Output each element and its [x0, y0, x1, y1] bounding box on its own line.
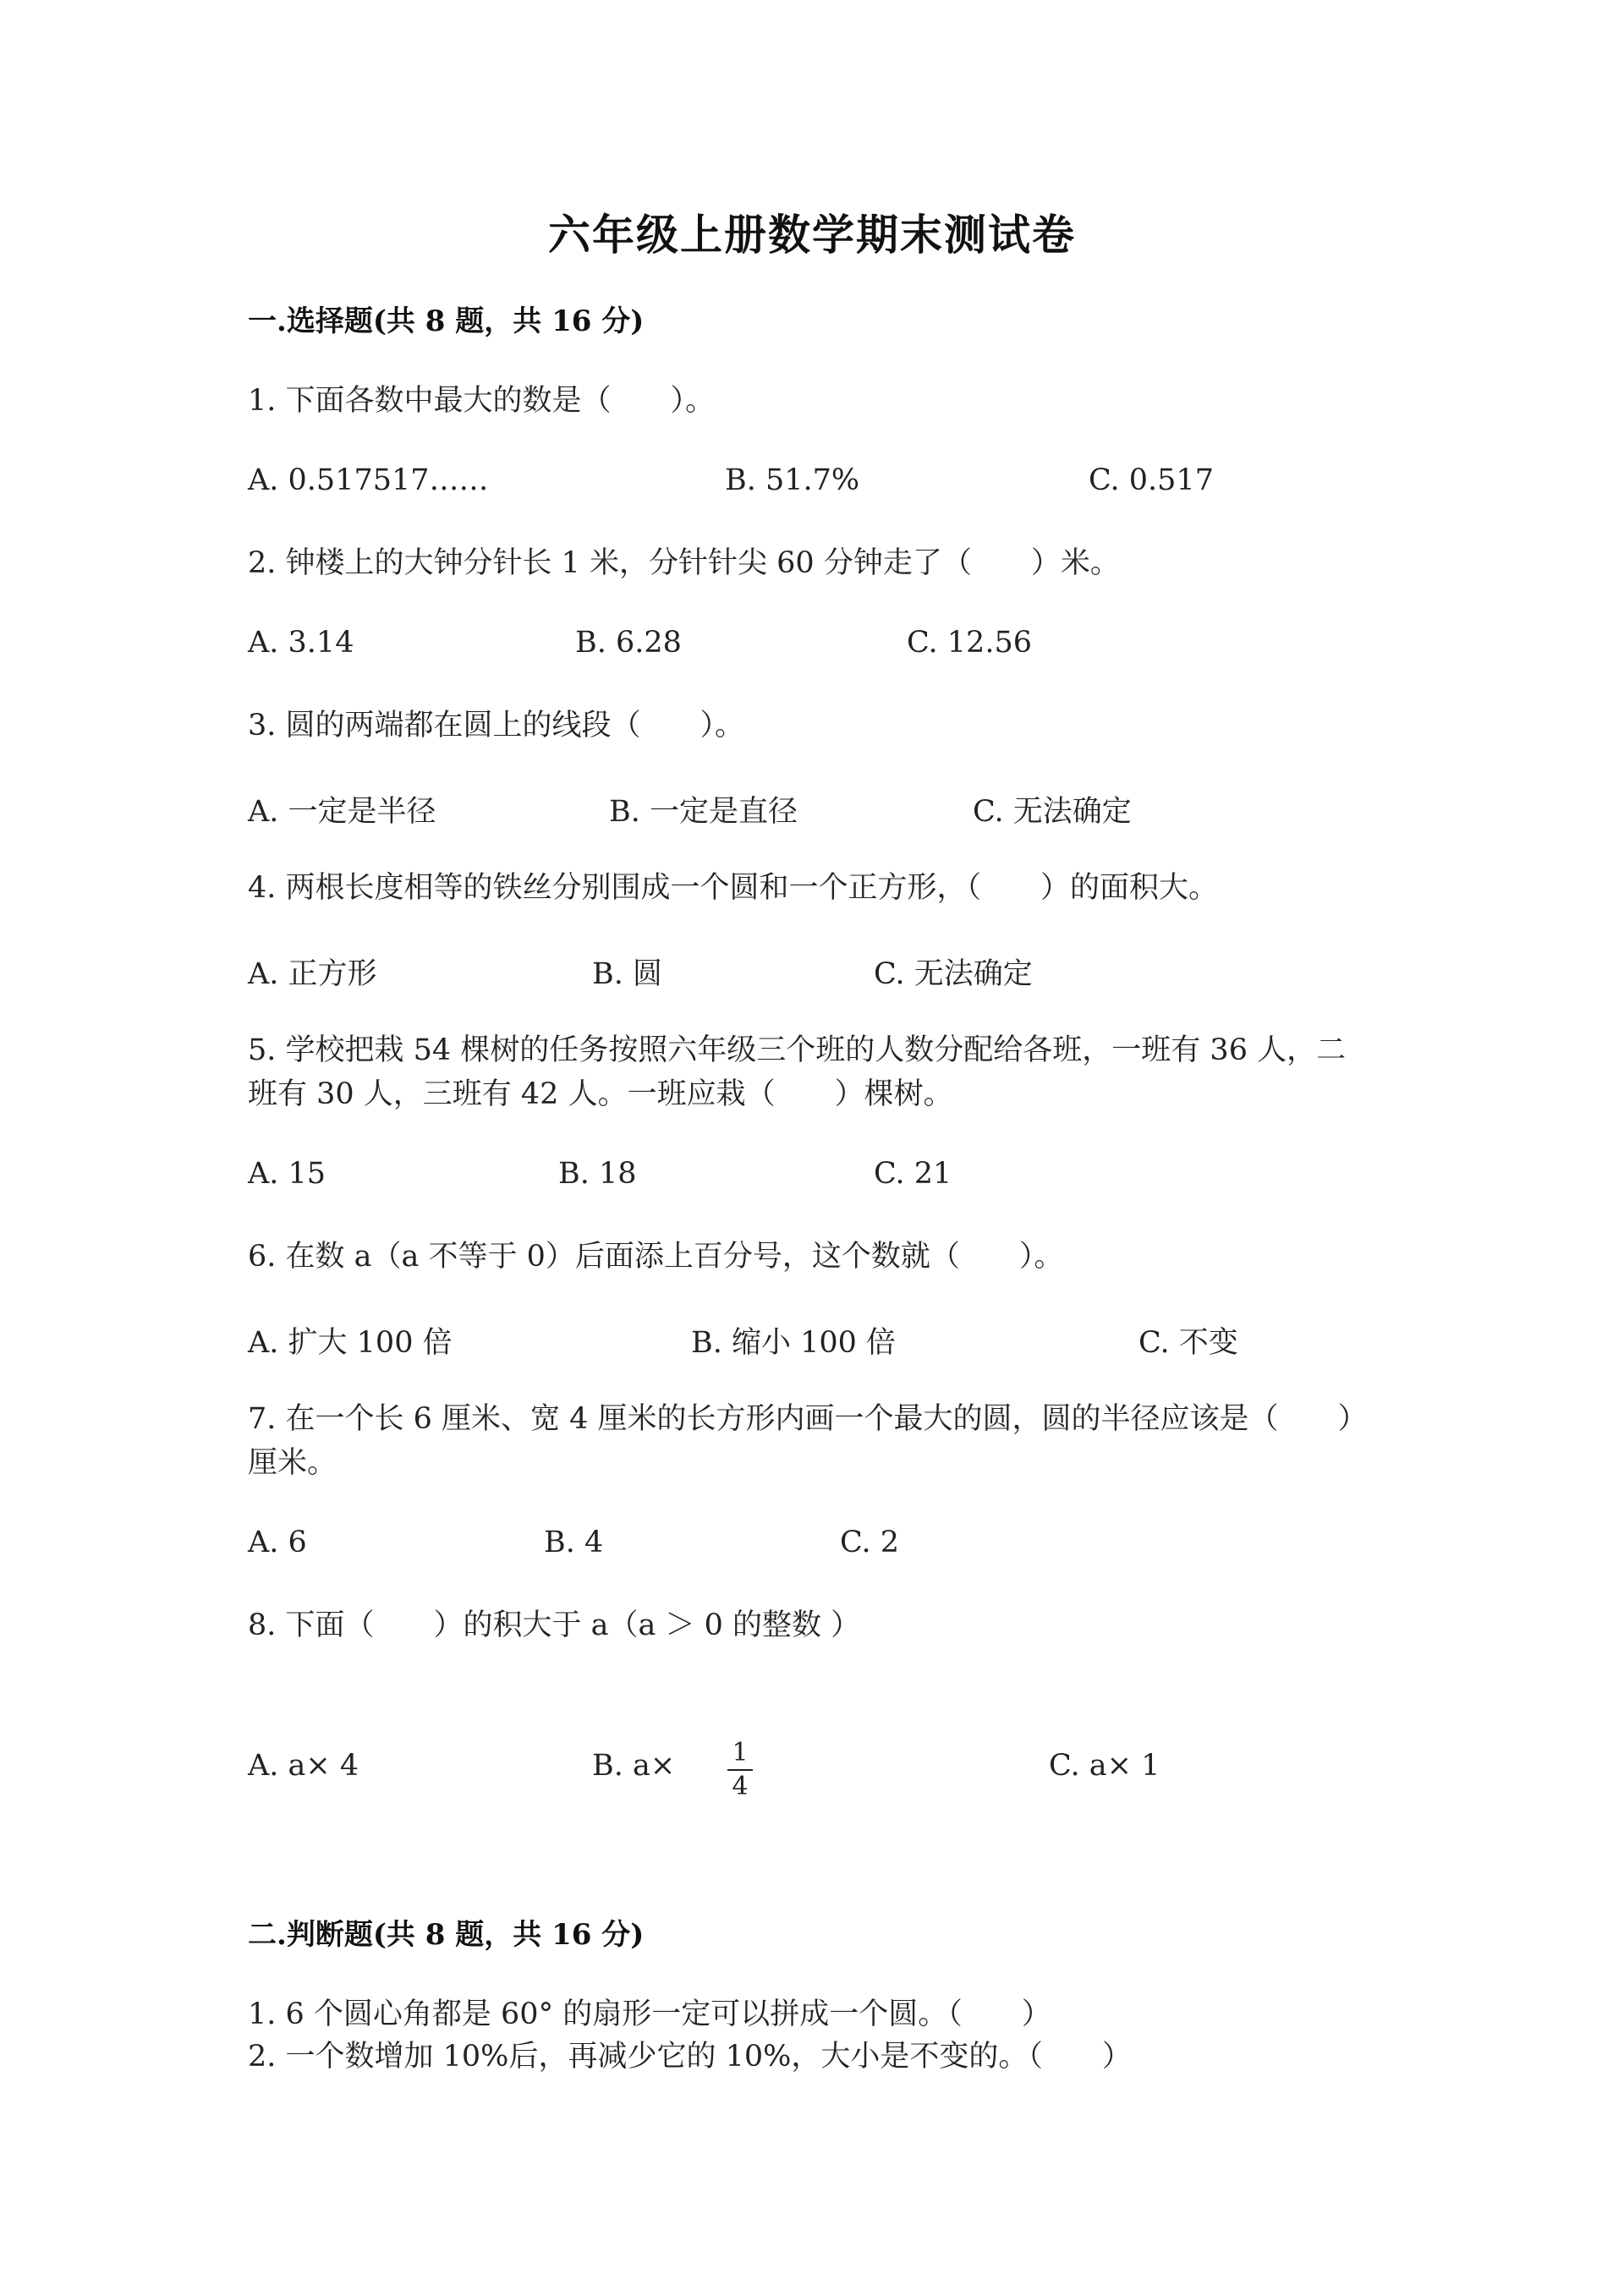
- question-6: 6. 在数 a（a 不等于 0）后面添上百分号，这个数就（ ）。: [248, 1240, 1064, 1274]
- question-7: 7. 在一个长 6 厘米、宽 4 厘米的长方形内画一个最大的圆，圆的半径应该是（ ）厘米。: [248, 1402, 1368, 1480]
- q7-option-a: A. 6: [248, 1526, 307, 1559]
- question-1: 1. 下面各数中最大的数是（ ）。: [248, 384, 716, 418]
- q5-option-a: A. 15: [248, 1157, 326, 1191]
- q8-option-c: C. a× 1: [1049, 1749, 1160, 1783]
- q2-option-a: A. 3.14: [248, 626, 354, 660]
- q7-option-b: B. 4: [544, 1526, 604, 1559]
- section-heading-judgement: 二.判断题(共 8 题，共 16 分): [248, 1918, 645, 1952]
- q1-option-c: C. 0.517: [1089, 463, 1214, 497]
- fraction-bar: [727, 1769, 753, 1771]
- question-2: 2. 钟楼上的大钟分针长 1 米，分针针尖 60 分钟走了（ ）米。: [248, 546, 1120, 580]
- q4-option-a: A. 正方形: [248, 957, 377, 991]
- fraction-numerator: 1: [732, 1738, 749, 1767]
- q2-option-c: C. 12.56: [907, 626, 1032, 660]
- q2-option-b: B. 6.28: [575, 626, 682, 660]
- q7-option-c: C. 2: [840, 1526, 900, 1559]
- judgement-item-1: 1. 6 个圆心角都是 60° 的扇形一定可以拼成一个圆。（ ）: [248, 1997, 1051, 2031]
- q4-option-c: C. 无法确定: [874, 957, 1033, 991]
- judgement-item-2: 2. 一个数增加 10%后，再减少它的 10%，大小是不变的。（ ）: [248, 2040, 1132, 2074]
- q8-option-b: B. a×: [592, 1749, 676, 1783]
- page-title: 六年级上册数学期末测试卷: [548, 210, 1076, 260]
- q8-option-a: A. a× 4: [248, 1749, 359, 1783]
- q4-option-b: B. 圆: [592, 957, 662, 991]
- question-8: 8. 下面（ ）的积大于 a（a ＞ 0 的整数 ）: [248, 1608, 861, 1642]
- q6-option-a: A. 扩大 100 倍: [248, 1326, 453, 1360]
- q6-option-b: B. 缩小 100 倍: [691, 1326, 897, 1360]
- question-3: 3. 圆的两端都在圆上的线段（ ）。: [248, 709, 745, 743]
- q1-option-a: A. 0.517517……: [248, 463, 489, 497]
- section-heading-choice: 一.选择题(共 8 题，共 16 分): [248, 304, 645, 338]
- fraction-denominator: 4: [732, 1772, 749, 1801]
- q8-option-b-fraction: [727, 1738, 753, 1802]
- question-5: 5. 学校把栽 54 棵树的任务按照六年级三个班的人数分配给各班，一班有 36 人，二班有 30 人，三班有 42 人。一班应栽（ ）棵树。: [248, 1033, 1347, 1111]
- q5-option-c: C. 21: [874, 1157, 952, 1191]
- q5-option-b: B. 18: [558, 1157, 637, 1191]
- q3-option-c: C. 无法确定: [973, 795, 1132, 829]
- q3-option-b: B. 一定是直径: [609, 795, 798, 829]
- q6-option-c: C. 不变: [1138, 1326, 1238, 1360]
- q1-option-b: B. 51.7%: [725, 463, 860, 497]
- question-4: 4. 两根长度相等的铁丝分别围成一个圆和一个正方形，（ ）的面积大。: [248, 871, 1219, 905]
- q3-option-a: A. 一定是半径: [248, 795, 436, 829]
